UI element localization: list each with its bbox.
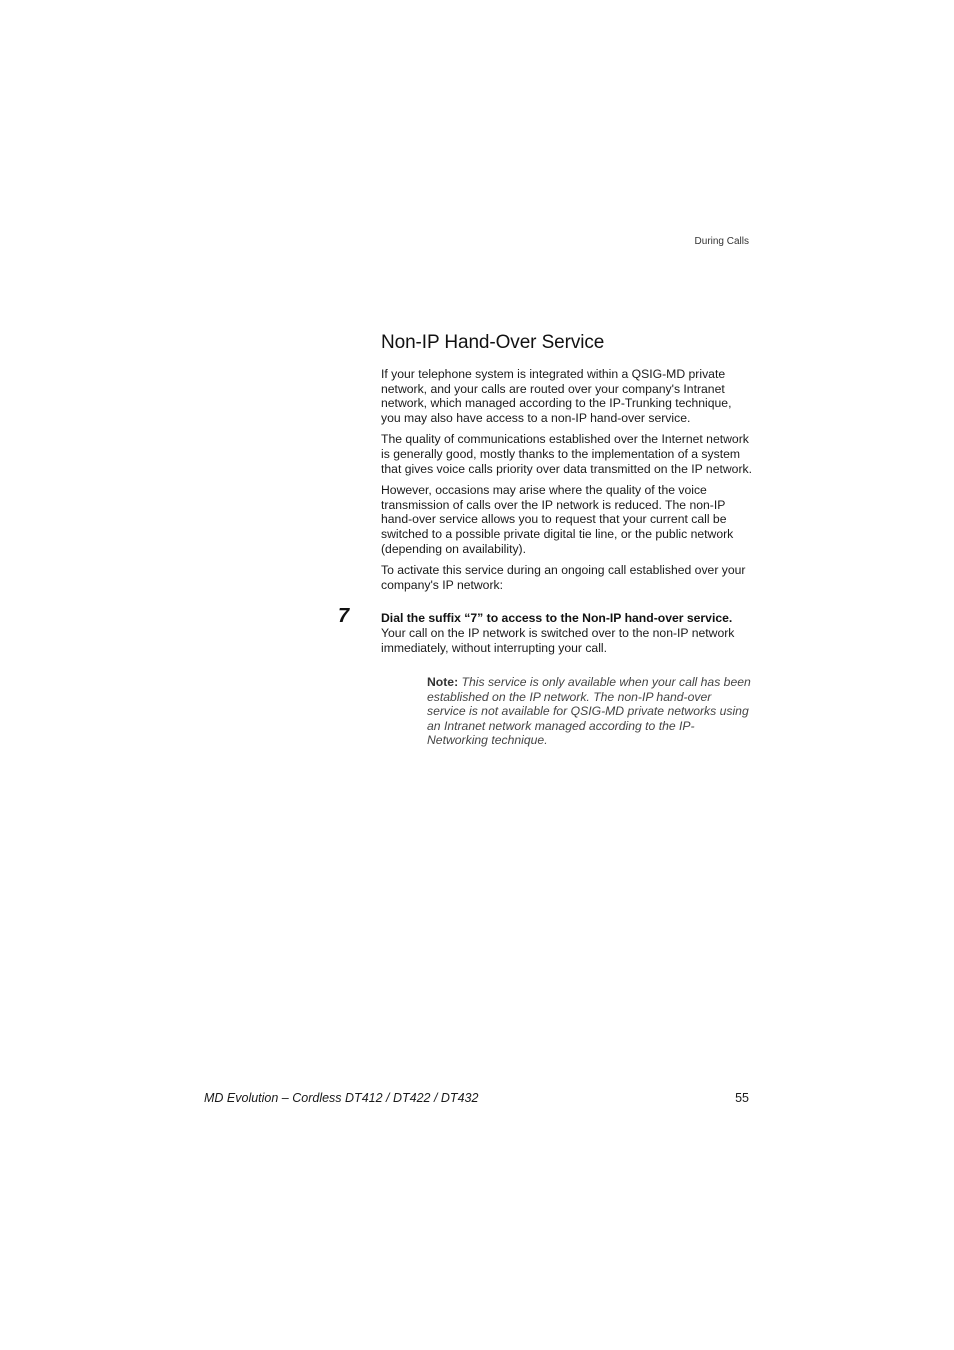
note-block — [427, 675, 753, 748]
step-description: Your call on the IP network is switched over to the non-IP network immediately, without interrupting your call. — [381, 625, 735, 655]
footer-page-number: 55 — [735, 1091, 749, 1105]
running-header: During Calls — [694, 236, 749, 247]
activation-paragraph: To activate this service during an ongoing call established over your company's IP network: — [381, 563, 746, 592]
section-title: Non-IP Hand-Over Service — [381, 332, 605, 353]
step-heading: Dial the suffix “7” to access to the Non-IP hand-over service. — [381, 611, 733, 626]
intro-paragraph: If your telephone system is integrated within a QSIG-MD private network, and your calls are routed over your company's Intranet network, which managed according to the IP-Trunking technique, you may also have access to a non-IP hand-over service. — [381, 367, 732, 425]
main-content — [338, 332, 753, 748]
quality-paragraph: The quality of communications established over the Internet network is generally good, mostly thanks to the implementation of a system that gives voice calls priority over data transmitted on the IP network. — [381, 432, 752, 476]
procedure-step — [338, 605, 753, 655]
note-text: This service is only available when your call has been established on the IP network. The non-IP hand-over service is not available for QSIG-MD private networks using an Intranet network managed according to the IP-Networking technique. — [427, 675, 751, 748]
step-number: 7 — [338, 605, 350, 628]
note-label: Note: — [427, 675, 462, 690]
handover-paragraph: However, occasions may arise where the quality of the voice transmission of calls over the IP network is reduced. The non-IP hand-over service allows you to request that your current call be switched to a possible private digital tie line, or the public network (depending on availability). — [381, 483, 734, 556]
footer-document-title: MD Evolution – Cordless DT412 / DT422 / DT432 — [204, 1091, 479, 1105]
